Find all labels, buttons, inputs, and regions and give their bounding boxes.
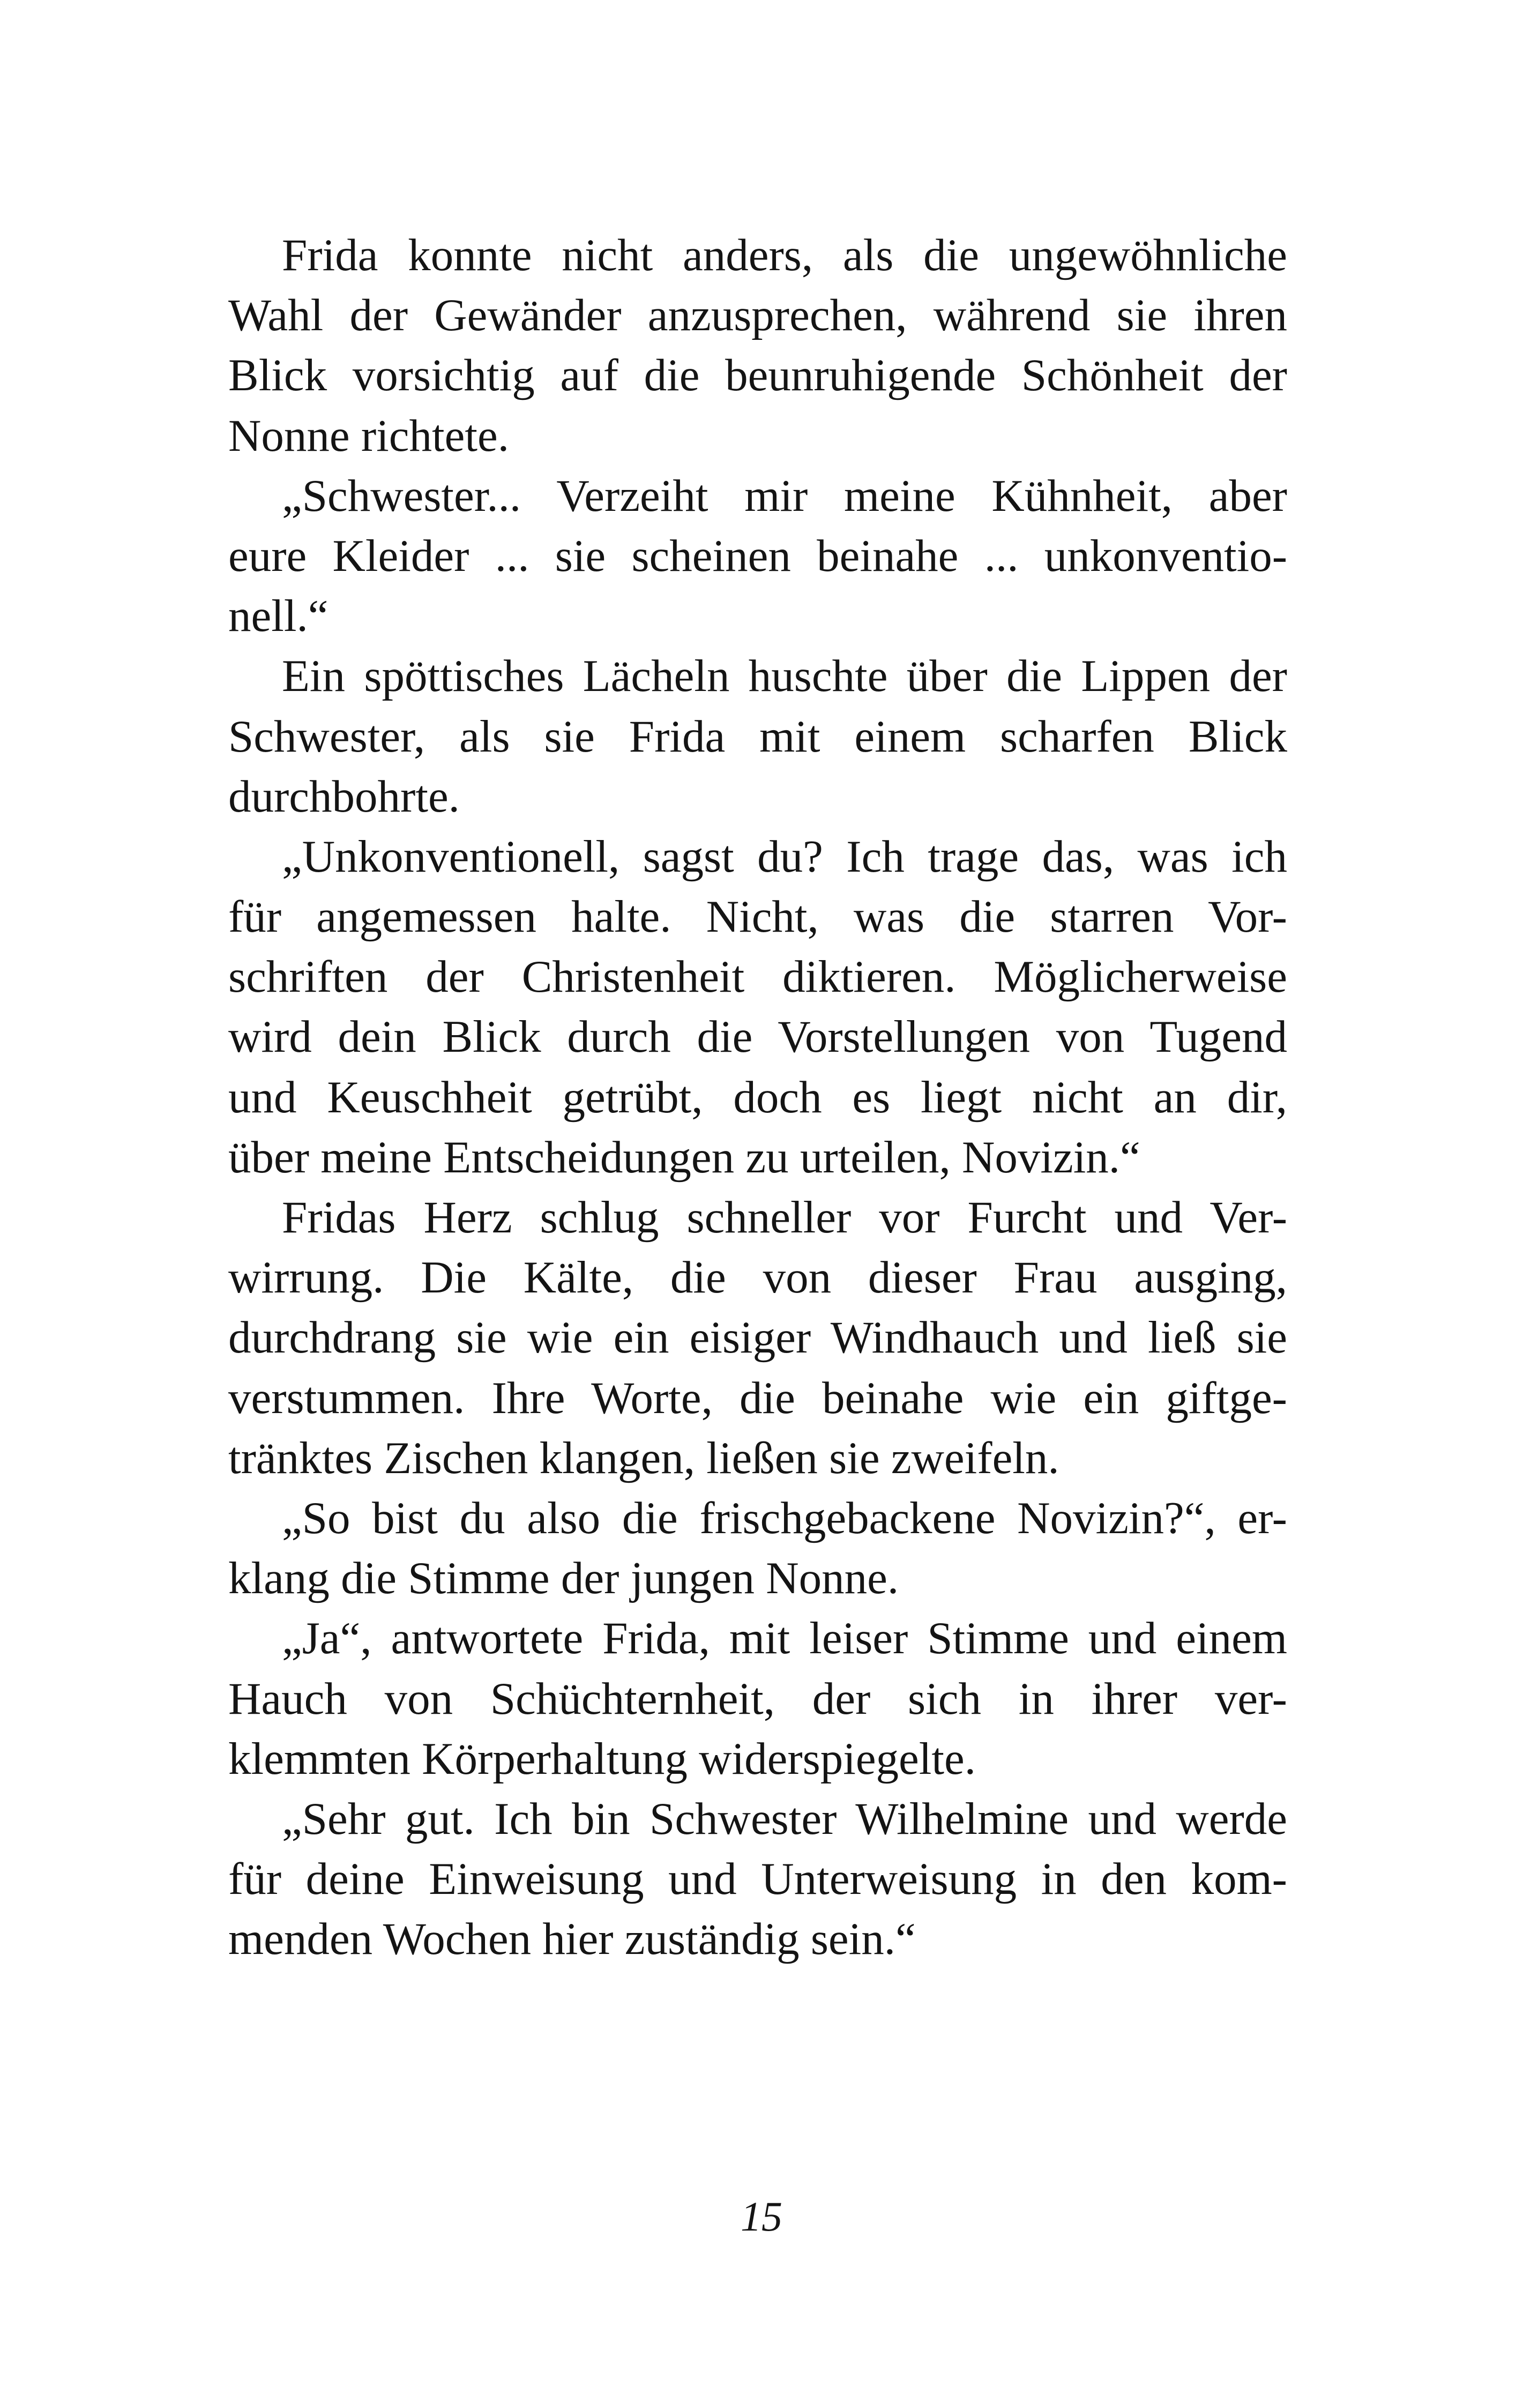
text-line: Schwester, als sie Frida mit einem scharfen Blick [228,711,1287,762]
text-line: „So bist du also die frischgebackene Novizin?“, er- [282,1492,1287,1543]
text-line: nell.“ [228,591,329,642]
text-line: „Ja“, antwortete Frida, mit leiser Stimme und einem [282,1613,1287,1664]
text-line: Frida konnte nicht anders, als die ungewöhnliche [282,230,1287,280]
paragraph-6 [228,1488,1287,1608]
text-line: „Schwester... Verzeiht mir meine Kühnheit, aber [282,470,1287,521]
text-line: Ein spöttisches Lächeln huschte über die Lippen der [282,651,1287,702]
text-line: und Keuschheit getrübt, doch es liegt nicht an dir, [228,1072,1287,1123]
text-line: über meine Entscheidungen zu urteilen, Novizin.“ [228,1132,1140,1183]
paragraph-3 [228,646,1287,827]
text-line: Wahl der Gewänder anzusprechen, während sie ihren [228,290,1287,341]
paragraph-7 [228,1608,1287,1789]
text-line: menden Wochen hier zuständig sein.“ [228,1914,916,1965]
text-line: durchbohrte. [228,771,460,822]
paragraph-8 [228,1789,1287,1969]
text-line: „Unkonventionell, sagst du? Ich trage das, was ich [282,831,1287,882]
text-line: tränktes Zischen klangen, ließen sie zweifeln. [228,1432,1059,1483]
paragraph-4 [228,827,1287,1187]
text-line: Nonne richtete. [228,410,509,461]
text-line: für deine Einweisung und Unterweisung in den kom- [228,1854,1287,1905]
text-line: Blick vorsichtig auf die beunruhigende Schönheit der [228,350,1287,401]
text-line: für angemessen halte. Nicht, was die starren Vor- [228,891,1287,942]
page-number: 15 [741,2193,782,2240]
paragraph-5 [228,1187,1287,1488]
text-line: verstummen. Ihre Worte, die beinahe wie ein giftge- [228,1372,1287,1423]
text-line: klemmten Körperhaltung widerspiegelte. [228,1733,976,1784]
text-line: wird dein Blick durch die Vorstellungen von Tugend [228,1012,1287,1062]
body-text [228,225,1287,1969]
text-line: „Sehr gut. Ich bin Schwester Wilhelmine und werde [282,1793,1287,1844]
text-line: Fridas Herz schlug schneller vor Furcht und Ver- [282,1192,1287,1243]
paragraph-1 [228,225,1287,466]
text-line: eure Kleider ... sie scheinen beinahe ... unkonventio- [228,530,1287,581]
text-line: Hauch von Schüchternheit, der sich in ihrer ver- [228,1673,1287,1724]
text-line: schriften der Christenheit diktieren. Möglicherweise [228,952,1287,1002]
paragraph-2 [228,466,1287,646]
text-line: durchdrang sie wie ein eisiger Windhauch und ließ sie [228,1312,1287,1363]
text-line: klang die Stimme der jungen Nonne. [228,1553,899,1604]
text-line: wirrung. Die Kälte, die von dieser Frau ausging, [228,1252,1287,1303]
